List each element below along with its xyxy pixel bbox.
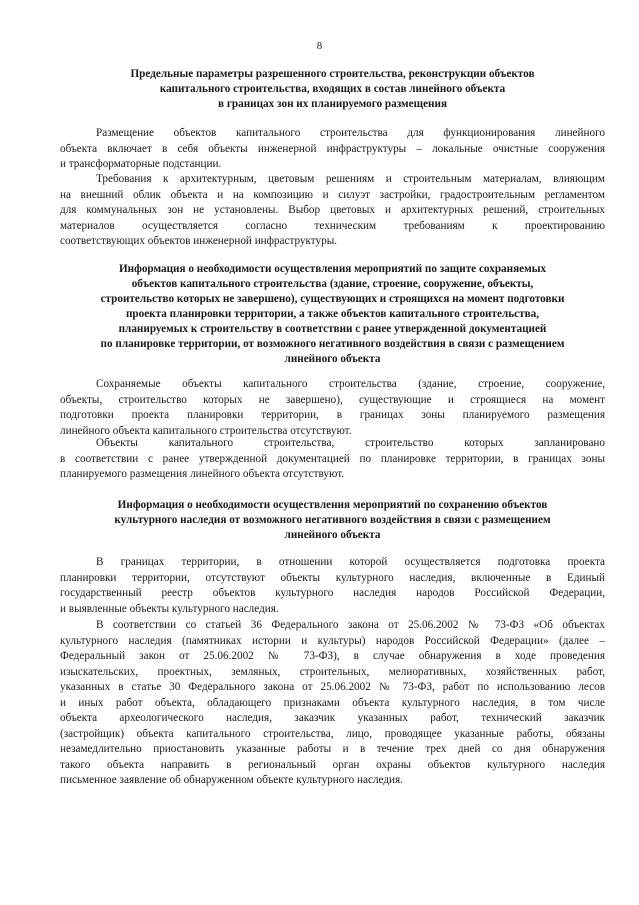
section-heading-building-parameters <box>60 67 605 112</box>
text-line: объекта археологического наследия, заказчик указанных работ, технический заказчик <box>60 712 605 724</box>
text-line: на внешний облик объекта и на композицию и силуэт застройки, градостроительным регламентом <box>60 188 605 201</box>
text-line: изыскательских, проектных, земляных, строительных, мелиоративных, хозяйственных работ, <box>60 665 605 678</box>
paragraph <box>60 618 605 789</box>
text-line: материалов осуществляется согласно техническим требованиям к проектированию <box>60 219 605 232</box>
text-line: Объекты капитального строительства, строительство которых запланировано <box>96 437 605 449</box>
text-line: планируемого размещения линейного объекта отсутствуют. <box>60 468 345 480</box>
text-line: объекта включает в себя объекты инженерной инфраструктуры – локальные очистные сооружения <box>60 142 605 155</box>
text-line: письменное заявление об обнаруженном объекте культурного наследия. <box>60 774 403 786</box>
paragraph <box>60 126 605 173</box>
text-line: такого объекта направить в региональный орган охраны объектов культурного наследия <box>60 758 605 771</box>
text-line: и трансформаторные подстанции. <box>60 158 222 170</box>
heading-line: в границах зон их планируемого размещения <box>217 98 447 110</box>
heading-line: Информация о необходимости осуществления мероприятий по защите сохраняемых <box>118 263 547 275</box>
text-line: соответствующих объектов инженерной инфраструктуры. <box>60 235 338 247</box>
text-line: для коммунальных зон не установлены. Выбор цветовых и архитектурных решений, строительных <box>60 204 605 216</box>
paragraph <box>60 172 605 250</box>
text-line: незамедлительно приостановить указанные работы и в течение трех дней со дня обнаружения <box>60 743 605 755</box>
text-line: Требования к архитектурным, цветовым решениям и строительным материалам, влияющим <box>96 173 605 185</box>
text-line: культурного наследия (памятниках истории и культуры) народов Российской Федерации» (далее – <box>60 634 605 647</box>
text-line: Сохраняемые объекты капитального строительства (здание, строение, сооружение, <box>96 378 605 390</box>
heading-line: объектов капитального строительства (здание, строение, сооружение, объекты, <box>131 278 534 290</box>
heading-line: проекта планировки территории, а также объектов капитального строительства, <box>125 308 540 320</box>
text-line: государственный реестр объектов культурного наследия народов Российской Федерации, <box>60 587 605 599</box>
section-heading-protection-measures <box>60 262 605 367</box>
text-line: объекты, строительство которых не завершено), существующие и строящиеся на момент <box>60 393 605 406</box>
text-line: указанных в статье 30 Федерального закона от 25.06.2002 № 73-ФЗ, работ по использованию лесов <box>60 681 605 693</box>
text-line: Размещение объектов капитального строительства для функционирования линейного <box>96 127 605 139</box>
text-line: В границах территории, в отношении которой осуществляется подготовка проекта <box>96 556 605 568</box>
heading-line: культурного наследия от возможного негативного воздействия в связи с размещением <box>114 514 551 526</box>
text-line: Федеральный закон от 25.06.2002 № 73-ФЗ), в случае обнаружения в ходе проведения <box>60 650 605 662</box>
section-heading-cultural-heritage <box>60 498 605 543</box>
heading-line: по планировке территории, от возможного негативного воздействия в связи с размещением <box>100 338 565 350</box>
heading-line: линейного объекта <box>284 353 381 365</box>
heading-line: линейного объекта <box>284 529 381 541</box>
text-line: В соответствии со статьей 36 Федерального закона от 25.06.2002 № 73-ФЗ «Об объектах <box>96 619 605 631</box>
text-line: линейного объекта капитального строительства отсутствуют. <box>60 424 352 437</box>
heading-line: Информация о необходимости осуществления мероприятий по сохранению объектов <box>117 499 548 511</box>
heading-line: капитального строительства, входящих в состав линейного объекта <box>159 83 506 95</box>
paragraph <box>60 377 605 439</box>
text-line: (застройщик) объекта капитального строительства, лицо, проводящее указанные работы, обязаны <box>60 727 605 740</box>
text-line: планировки территории, отсутствуют объекты культурного наследия, включенные в Единый <box>60 571 605 584</box>
paragraph <box>60 555 605 617</box>
heading-line: строительство которых не завершено), существующих и строящихся на момент подготовки <box>100 293 565 305</box>
heading-line: планируемых к строительству в соответствии с ранее утвержденной документацией <box>118 323 547 335</box>
page-number: 8 <box>316 40 323 52</box>
heading-line: Предельные параметры разрешенного строительства, реконструкции объектов <box>130 68 535 80</box>
text-line: подготовки проекта планировки территории, в границах зоны планируемого размещения <box>60 409 605 421</box>
text-line: и выявленные объекты культурного наследия. <box>60 602 279 615</box>
text-line: в соответствии с ранее утвержденной документацией по планировке территории, в границах зоны <box>60 452 605 465</box>
paragraph <box>60 436 605 483</box>
text-line: и иных работ объекта, обладающего признаками объекта культурного наследия, в том числе <box>60 696 605 709</box>
